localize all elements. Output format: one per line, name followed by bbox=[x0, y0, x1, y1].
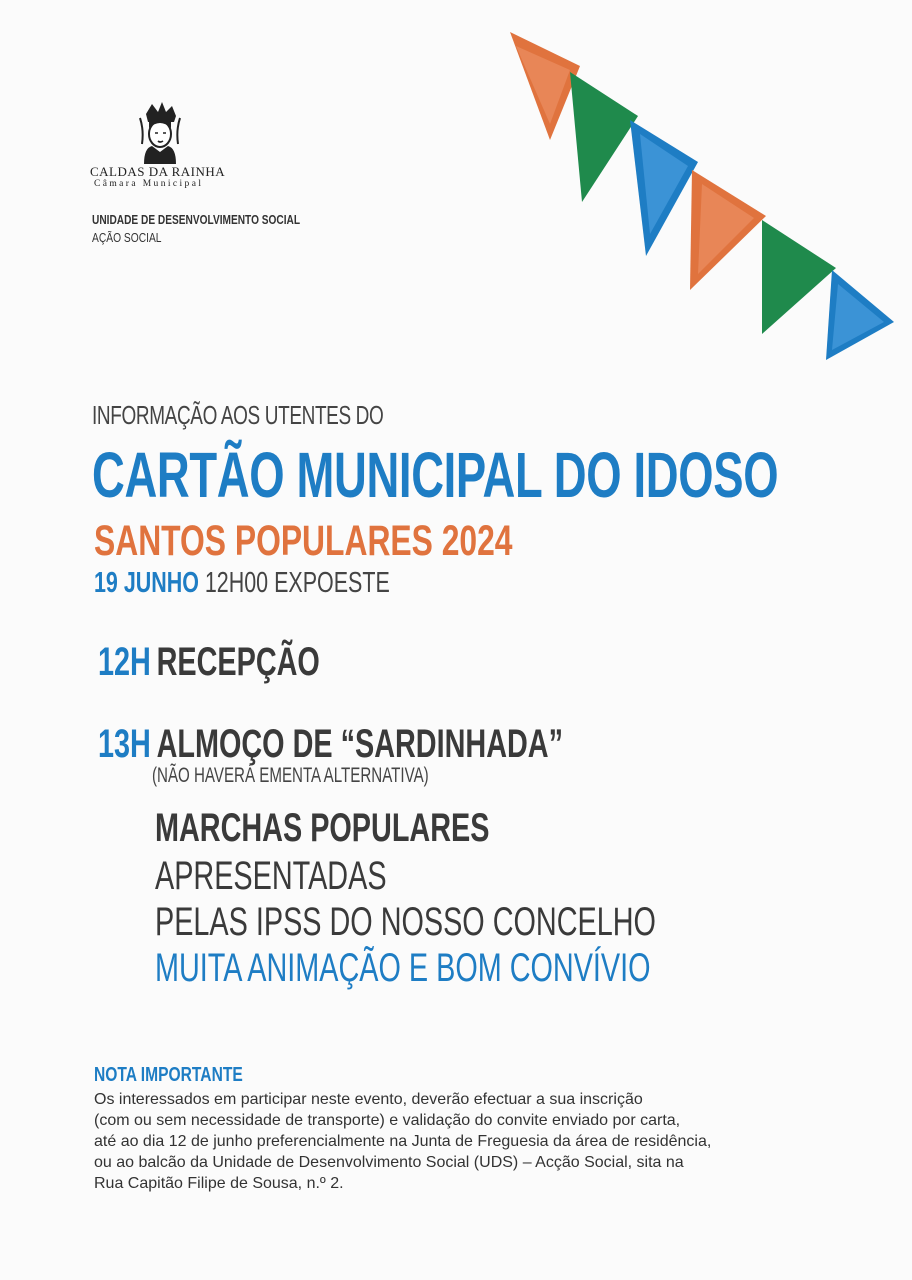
marchas-line-ipss: PELAS IPSS DO NOSSO CONCELHO bbox=[155, 900, 656, 944]
department-title: UNIDADE DE DESENVOLVIMENTO SOCIAL bbox=[92, 212, 301, 227]
flag-blue-1-icon bbox=[630, 120, 698, 256]
flag-green-1-icon bbox=[570, 72, 638, 202]
marchas-line-presented: APRESENTADAS bbox=[155, 854, 387, 898]
marchas-line-animation: MUITA ANIMAÇÃO E BOM CONVÍVIO bbox=[155, 946, 651, 990]
note-body bbox=[94, 1089, 874, 1194]
bunting-flags-decoration bbox=[470, 20, 912, 380]
intro-heading: INFORMAÇÃO AOS UTENTES DO bbox=[92, 400, 384, 430]
flag-blue-2-icon bbox=[826, 270, 894, 360]
program-item-lunch bbox=[98, 722, 563, 767]
program-hour: 13H bbox=[98, 722, 151, 766]
section-title: AÇÃO SOCIAL bbox=[92, 231, 162, 245]
event-time-place: 12H00 EXPOESTE bbox=[204, 567, 390, 599]
event-title: SANTOS POPULARES 2024 bbox=[94, 517, 513, 565]
note-line: ou ao balcão da Unidade de Desenvolvimento Social (UDS) – Acção Social, sita na bbox=[94, 1154, 684, 1171]
flag-green-2-icon bbox=[762, 220, 836, 334]
note-title: NOTA IMPORTANTE bbox=[94, 1064, 243, 1086]
queen-emblem-icon bbox=[136, 100, 184, 166]
program-label: RECEPÇÃO bbox=[156, 640, 320, 684]
program-item-reception bbox=[98, 640, 320, 685]
date-line bbox=[94, 567, 390, 600]
program-hour: 12H bbox=[98, 640, 151, 684]
note-line: (com ou sem necessidade de transporte) e validação do convite enviado por carta, bbox=[94, 1112, 681, 1129]
note-line: Os interessados em participar neste evento, deverão efectuar a sua inscrição bbox=[94, 1091, 643, 1108]
event-date: 19 JUNHO bbox=[94, 567, 199, 599]
flag-orange-2-icon bbox=[690, 170, 766, 290]
note-line: até ao dia 12 de junho preferencialmente na Junta de Freguesia da área de residência, bbox=[94, 1133, 712, 1150]
marchas-heading: MARCHAS POPULARES bbox=[155, 806, 490, 850]
note-line: Rua Capitão Filipe de Sousa, n.º 2. bbox=[94, 1175, 344, 1192]
program-label: ALMOÇO DE “SARDINHADA” bbox=[156, 722, 563, 766]
logo-name: CALDAS DA RAINHA bbox=[90, 164, 226, 179]
logo-subtitle: Câmara Municipal bbox=[94, 179, 204, 189]
flag-orange-1-icon bbox=[510, 32, 580, 140]
lunch-note: (NÃO HAVERÁ EMENTA ALTERNATIVA) bbox=[152, 764, 429, 787]
main-title: CARTÃO MUNICIPAL DO IDOSO bbox=[92, 439, 779, 511]
